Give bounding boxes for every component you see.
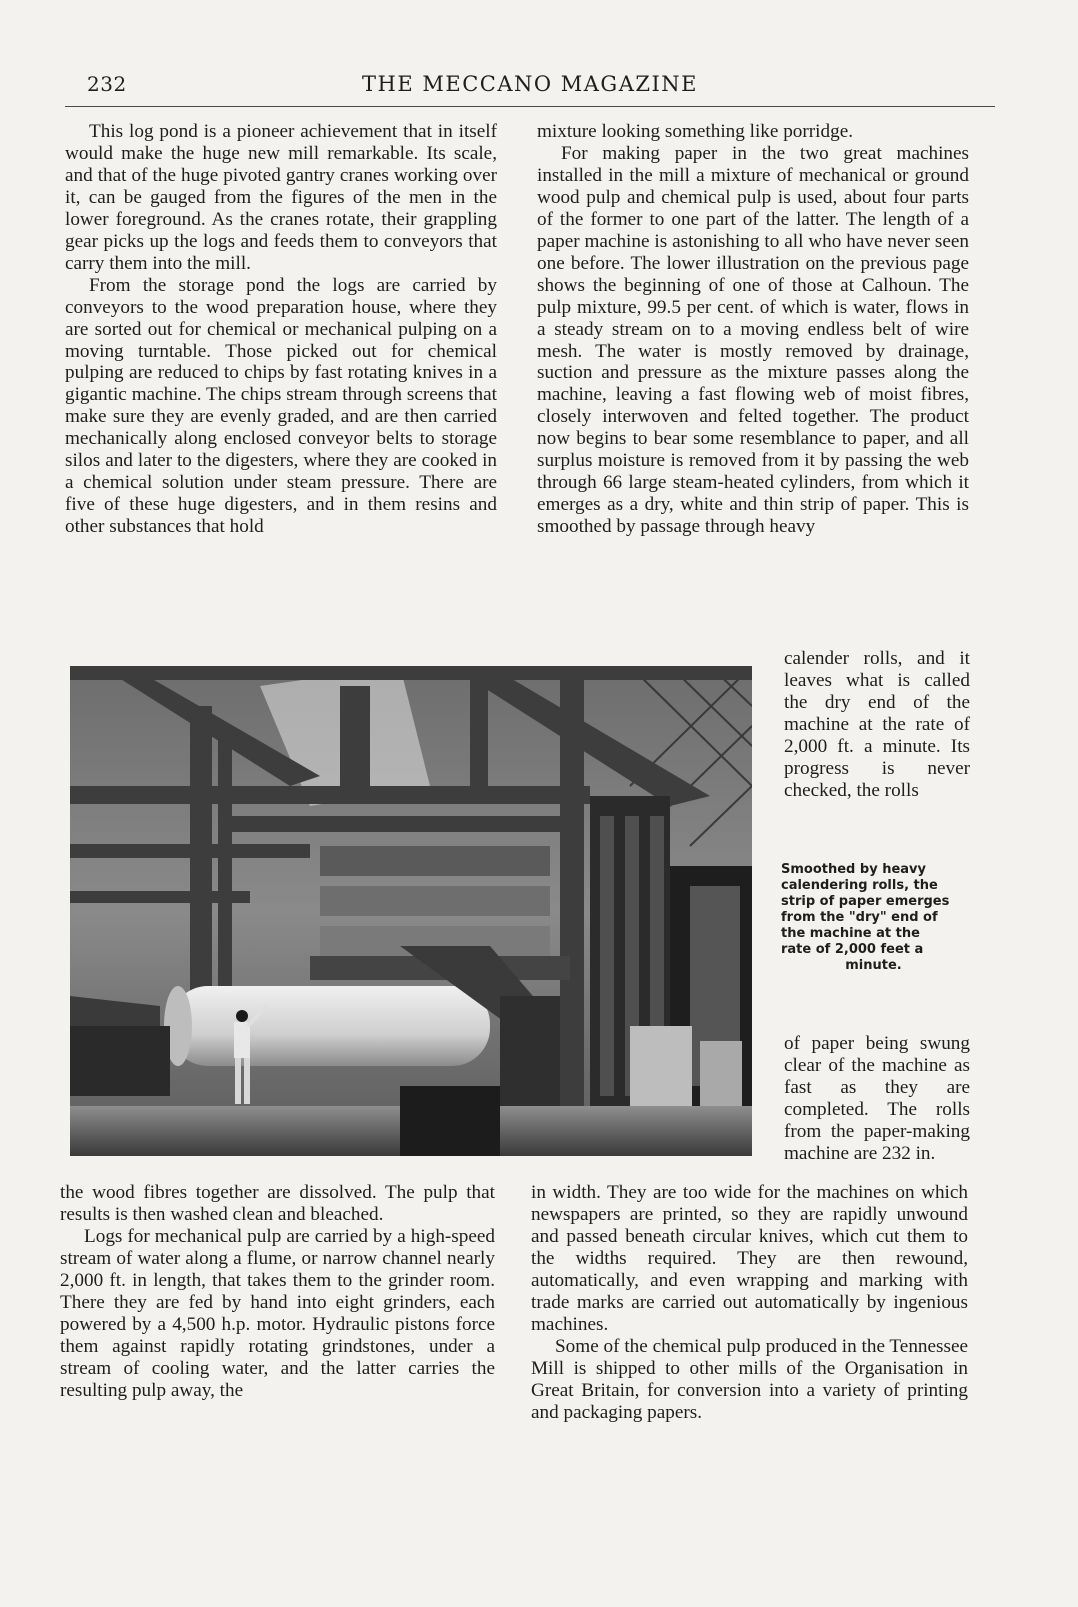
caption-line: Smoothed by heavy [781,862,926,877]
paragraph: This log pond is a pioneer achievement that in itself would make the huge new mill remarkable. Its scale, and that of the huge pivoted gantry cranes working over it, can be gauged from the figures of the men in the lower foreground. As the cranes rotate, their grappling gear picks up the logs and feeds them to conveyors that carry them into the mill. [65,121,497,274]
paragraph: Some of the chemical pulp produced in the Tennessee Mill is shipped to other mills of the Organisation in Great Britain, for conversion into a variety of printing and packaging papers. [531,1335,968,1423]
paper-machine-photo [70,666,752,1156]
page-header [65,68,995,104]
paragraph: the wood fibres together are dissolved. The pulp that results is then washed clean and bleached. [60,1182,495,1225]
header-rule [65,106,995,107]
article-column-top-right [537,121,969,538]
caption-line: the machine at the [781,926,920,941]
paragraph: calender rolls, and it leaves what is called the dry end of the machine at the rate of 2,000 ft. a minute. Its progress is never checked, the rolls [784,648,970,801]
paragraph: For making paper in the two great machines installed in the mill a mixture of mechanical or ground wood pulp and chemical pulp is used, about four parts of the former to one part of the latter. The length of a paper machine is astonishing to all who have never seen one before. The lower illustration on the previous page shows the beginning of one of those at Calhoun. The pulp mixture, 99.5 per cent. of which is water, flows in a steady stream on to a moving endless belt of wire mesh. The water is mostly removed by drainage, suction and pressure as the mixture passes along the machine, leaving a fast flowing web of moist fibres, closely interwoven and felted together. The product now begins to bear some resemblance to paper, and all surplus moisture is removed from it by passing the web through 66 large steam-heated cylinders, from which it emerges as a dry, white and thin strip of paper. This is smoothed by passage through heavy [537,142,969,538]
paragraph: From the storage pond the logs are carried by conveyors to the wood preparation house, where they are sorted out for chemical or mechanical pulping on a moving turntable. Those picked out for chemical pulping are reduced to chips by fast rotating knives in a gigantic machine. The chips stream through screens that make sure they are evenly graded, and are then carried mechanically along enclosed conveyor belts to storage silos and later to the digesters, where they are cooked in a chemical solution under steam pressure. There are five of these huge digesters, and in them resins and other substances that hold [65,274,497,538]
article-column-top-left [65,121,497,538]
paragraph: in width. They are too wide for the machines on which newspapers are printed, so they are rapidly unwound and passed beneath circular knives, which cut them to the widths required. They are then rewound, automatically, and even wrapping and marking with trade marks are carried out automatically by ingenious machines. [531,1182,968,1335]
caption-line: from the "dry" end of [781,910,938,925]
paragraph: mixture looking something like porridge. [537,121,854,142]
article-column-bottom-right [531,1182,968,1423]
article-column-bottom-left [60,1182,495,1402]
paragraph: of paper being swung clear of the machine as fast as they are completed. The rolls from the paper-making machine are 232 in. [784,1033,970,1164]
caption-line: calendering rolls, the [781,878,938,893]
caption-line: minute. [845,958,902,973]
article-wrap-text-upper [784,648,970,802]
photo-caption [781,862,966,974]
caption-line: rate of 2,000 feet a [781,942,924,957]
caption-line: strip of paper emerges [781,894,950,909]
paragraph: Logs for mechanical pulp are carried by a high-speed stream of water along a flume, or narrow channel nearly 2,000 ft. in length, that takes them to the grinder room. There they are fed by hand into eight grinders, each powered by a 4,500 h.p. motor. Hydraulic pistons force them against rapidly rotating grindstones, under a stream of cooling water, and the latter carries the resulting pulp away, the [60,1225,495,1401]
article-wrap-text-lower [784,1033,970,1165]
page-number: 232 [87,72,127,96]
magazine-title: THE MECCANO MAGAZINE [362,72,698,96]
